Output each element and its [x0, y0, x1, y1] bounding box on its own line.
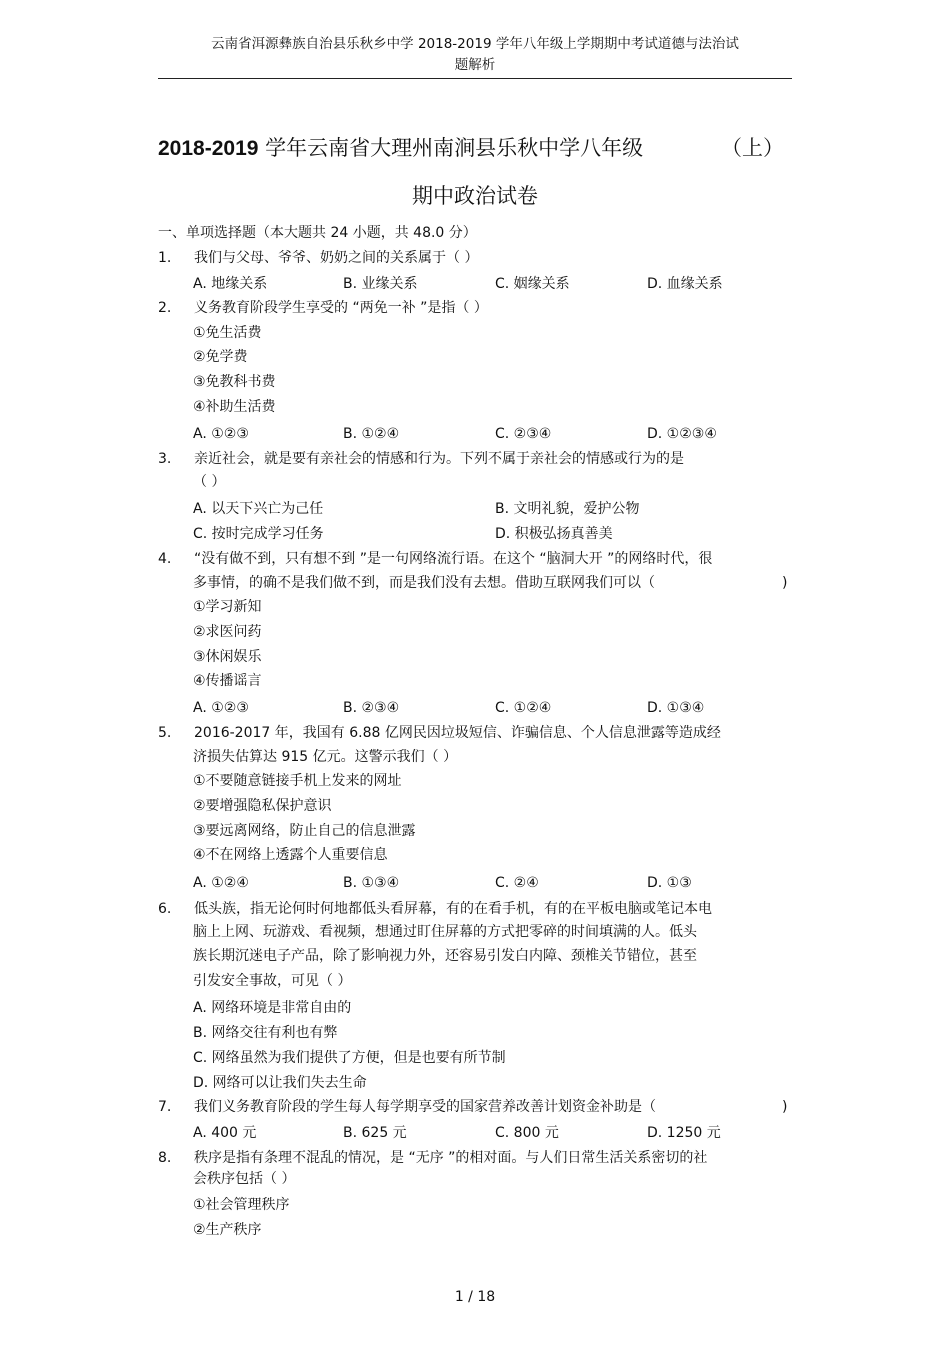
question-number: 1. — [158, 250, 172, 266]
option-a: A. 以天下兴亡为己任 — [193, 501, 324, 517]
question-text-cont: 族长期沉迷电子产品，除了影响视力外，还容易引发白内障、颈椎关节错位，甚至 — [193, 948, 697, 964]
option-a: A. 网络环境是非常自由的 — [193, 1000, 352, 1016]
statement-item: ④补助生活费 — [193, 399, 276, 415]
statement-item: ②免学费 — [193, 349, 248, 365]
option-d: D. ①②③④ — [647, 426, 717, 442]
statement-item: ①学习新知 — [193, 599, 262, 615]
option-b: B. ①②④ — [343, 426, 400, 442]
option-a: A. 地缘关系 — [193, 276, 268, 292]
option-a: A. ①②④ — [193, 875, 249, 891]
option-b: B. 625 元 — [343, 1125, 407, 1141]
title-main: 学年云南省大理州南涧县乐秋中学八年级 — [258, 136, 644, 160]
question-text: 2016-2017 年，我国有 6.88 亿网民因垃圾短信、诈骗信息、个人信息泄露等造成经 — [194, 725, 721, 741]
page-number: 1 / 18 — [454, 1289, 496, 1305]
statement-item: ②求医问药 — [193, 624, 262, 640]
statement-item: ③免教科书费 — [193, 374, 276, 390]
section-heading: 一、单项选择题（本大题共 24 小题，共 48.0 分） — [158, 225, 477, 241]
question-text-cont: 济损失估算达 915 亿元。这警示我们（ ） — [193, 749, 458, 765]
option-b: B. ①③④ — [343, 875, 400, 891]
question-number: 3. — [158, 451, 172, 467]
question-text: 我们与父母、爷爷、奶奶之间的关系属于（ ） — [194, 250, 479, 266]
statement-item: ④传播谣言 — [193, 673, 262, 689]
question-text: 亲近社会，就是要有亲社会的情感和行为。下列不属于亲社会的情感或行为的是 — [194, 451, 684, 467]
option-a: A. 400 元 — [193, 1125, 257, 1141]
statement-item: ①不要随意链接手机上发来的网址 — [193, 773, 402, 789]
header-line-1: 云南省洱源彝族自治县乐秋乡中学 2018-2019 学年八年级上学期期中考试道德与法治试 — [211, 36, 739, 52]
question-text: 义务教育阶段学生享受的 “两免一补 ”是指（ ） — [194, 300, 488, 316]
option-c: C. 800 元 — [495, 1125, 559, 1141]
question-text: “没有做不到，只有想不到 ”是一句网络流行语。在这个 “脑洞大开 ”的网络时代，很 — [194, 551, 713, 567]
title-paren: （上） — [721, 136, 784, 160]
question-number: 2. — [158, 300, 172, 316]
option-c: C. 姻缘关系 — [495, 276, 570, 292]
page-header — [158, 34, 792, 76]
option-d: D. 积极弘扬真善美 — [495, 526, 613, 542]
option-b: B. 文明礼貌，爱护公物 — [495, 501, 640, 517]
option-b: B. 网络交往有利也有弊 — [193, 1025, 338, 1041]
option-d: D. 血缘关系 — [647, 276, 723, 292]
header-line-2: 题解析 — [454, 57, 496, 73]
statement-item: ③要远离网络，防止自己的信息泄露 — [193, 823, 416, 839]
option-b: B. ②③④ — [343, 700, 400, 716]
header-rule — [158, 78, 792, 79]
question-text: 秩序是指有条理不混乱的情况，是 “无序 ”的相对面。与人们日常生活关系密切的社 — [194, 1150, 708, 1166]
statement-item: ④不在网络上透露个人重要信息 — [193, 847, 388, 863]
title-line-1 — [158, 132, 792, 165]
question-number: 8. — [158, 1150, 172, 1166]
question-number: 6. — [158, 901, 172, 917]
statement-item: ①社会管理秩序 — [193, 1197, 290, 1213]
option-a: A. ①②③ — [193, 426, 249, 442]
question-number: 5. — [158, 725, 172, 741]
title-line-2: 期中政治试卷 — [412, 184, 538, 208]
question-text-cont: 脑上上网、玩游戏、看视频，想通过盯住屏幕的方式把零碎的时间填满的人。低头 — [193, 924, 697, 940]
question-number: 7. — [158, 1099, 172, 1115]
option-c: C. 按时完成学习任务 — [193, 526, 324, 542]
option-d: D. ①③④ — [647, 700, 705, 716]
question-text-cont: 会秩序包括（ ） — [193, 1171, 296, 1187]
question-text-cont — [193, 572, 793, 594]
close-paren: ) — [782, 575, 788, 591]
question-text: 我们义务教育阶段的学生每人每学期享受的国家营养改善计划资金补助是（ — [194, 1099, 656, 1115]
question-number: 4. — [158, 551, 172, 567]
option-c: C. 网络虽然为我们提供了方便，但是也要有所节制 — [193, 1050, 506, 1066]
option-a: A. ①②③ — [193, 700, 249, 716]
question-text-cont: 引发安全事故，可见（ ） — [193, 973, 352, 989]
statement-item: ③休闲娱乐 — [193, 649, 262, 665]
statement-item: ②要增强隐私保护意识 — [193, 798, 332, 814]
option-d: D. 网络可以让我们失去生命 — [193, 1075, 367, 1091]
option-c: C. ②③④ — [495, 426, 552, 442]
question-text-cont: （ ） — [193, 474, 226, 490]
option-c: C. ①②④ — [495, 700, 552, 716]
option-d: D. ①③ — [647, 875, 692, 891]
title-year: 2018-2019 — [158, 137, 259, 160]
option-b: B. 业缘关系 — [343, 276, 418, 292]
statement-item: ①免生活费 — [193, 325, 262, 341]
question-text: 低头族，指无论何时何地都低头看屏幕，有的在看手机，有的在平板电脑或笔记本电 — [194, 901, 712, 917]
option-c: C. ②④ — [495, 875, 539, 891]
statement-item: ②生产秩序 — [193, 1222, 262, 1238]
question-text-line: 多事情，的确不是我们做不到，而是我们没有去想。借助互联网我们可以（ — [193, 575, 655, 591]
close-paren: ) — [782, 1099, 788, 1115]
option-d: D. 1250 元 — [647, 1125, 721, 1141]
